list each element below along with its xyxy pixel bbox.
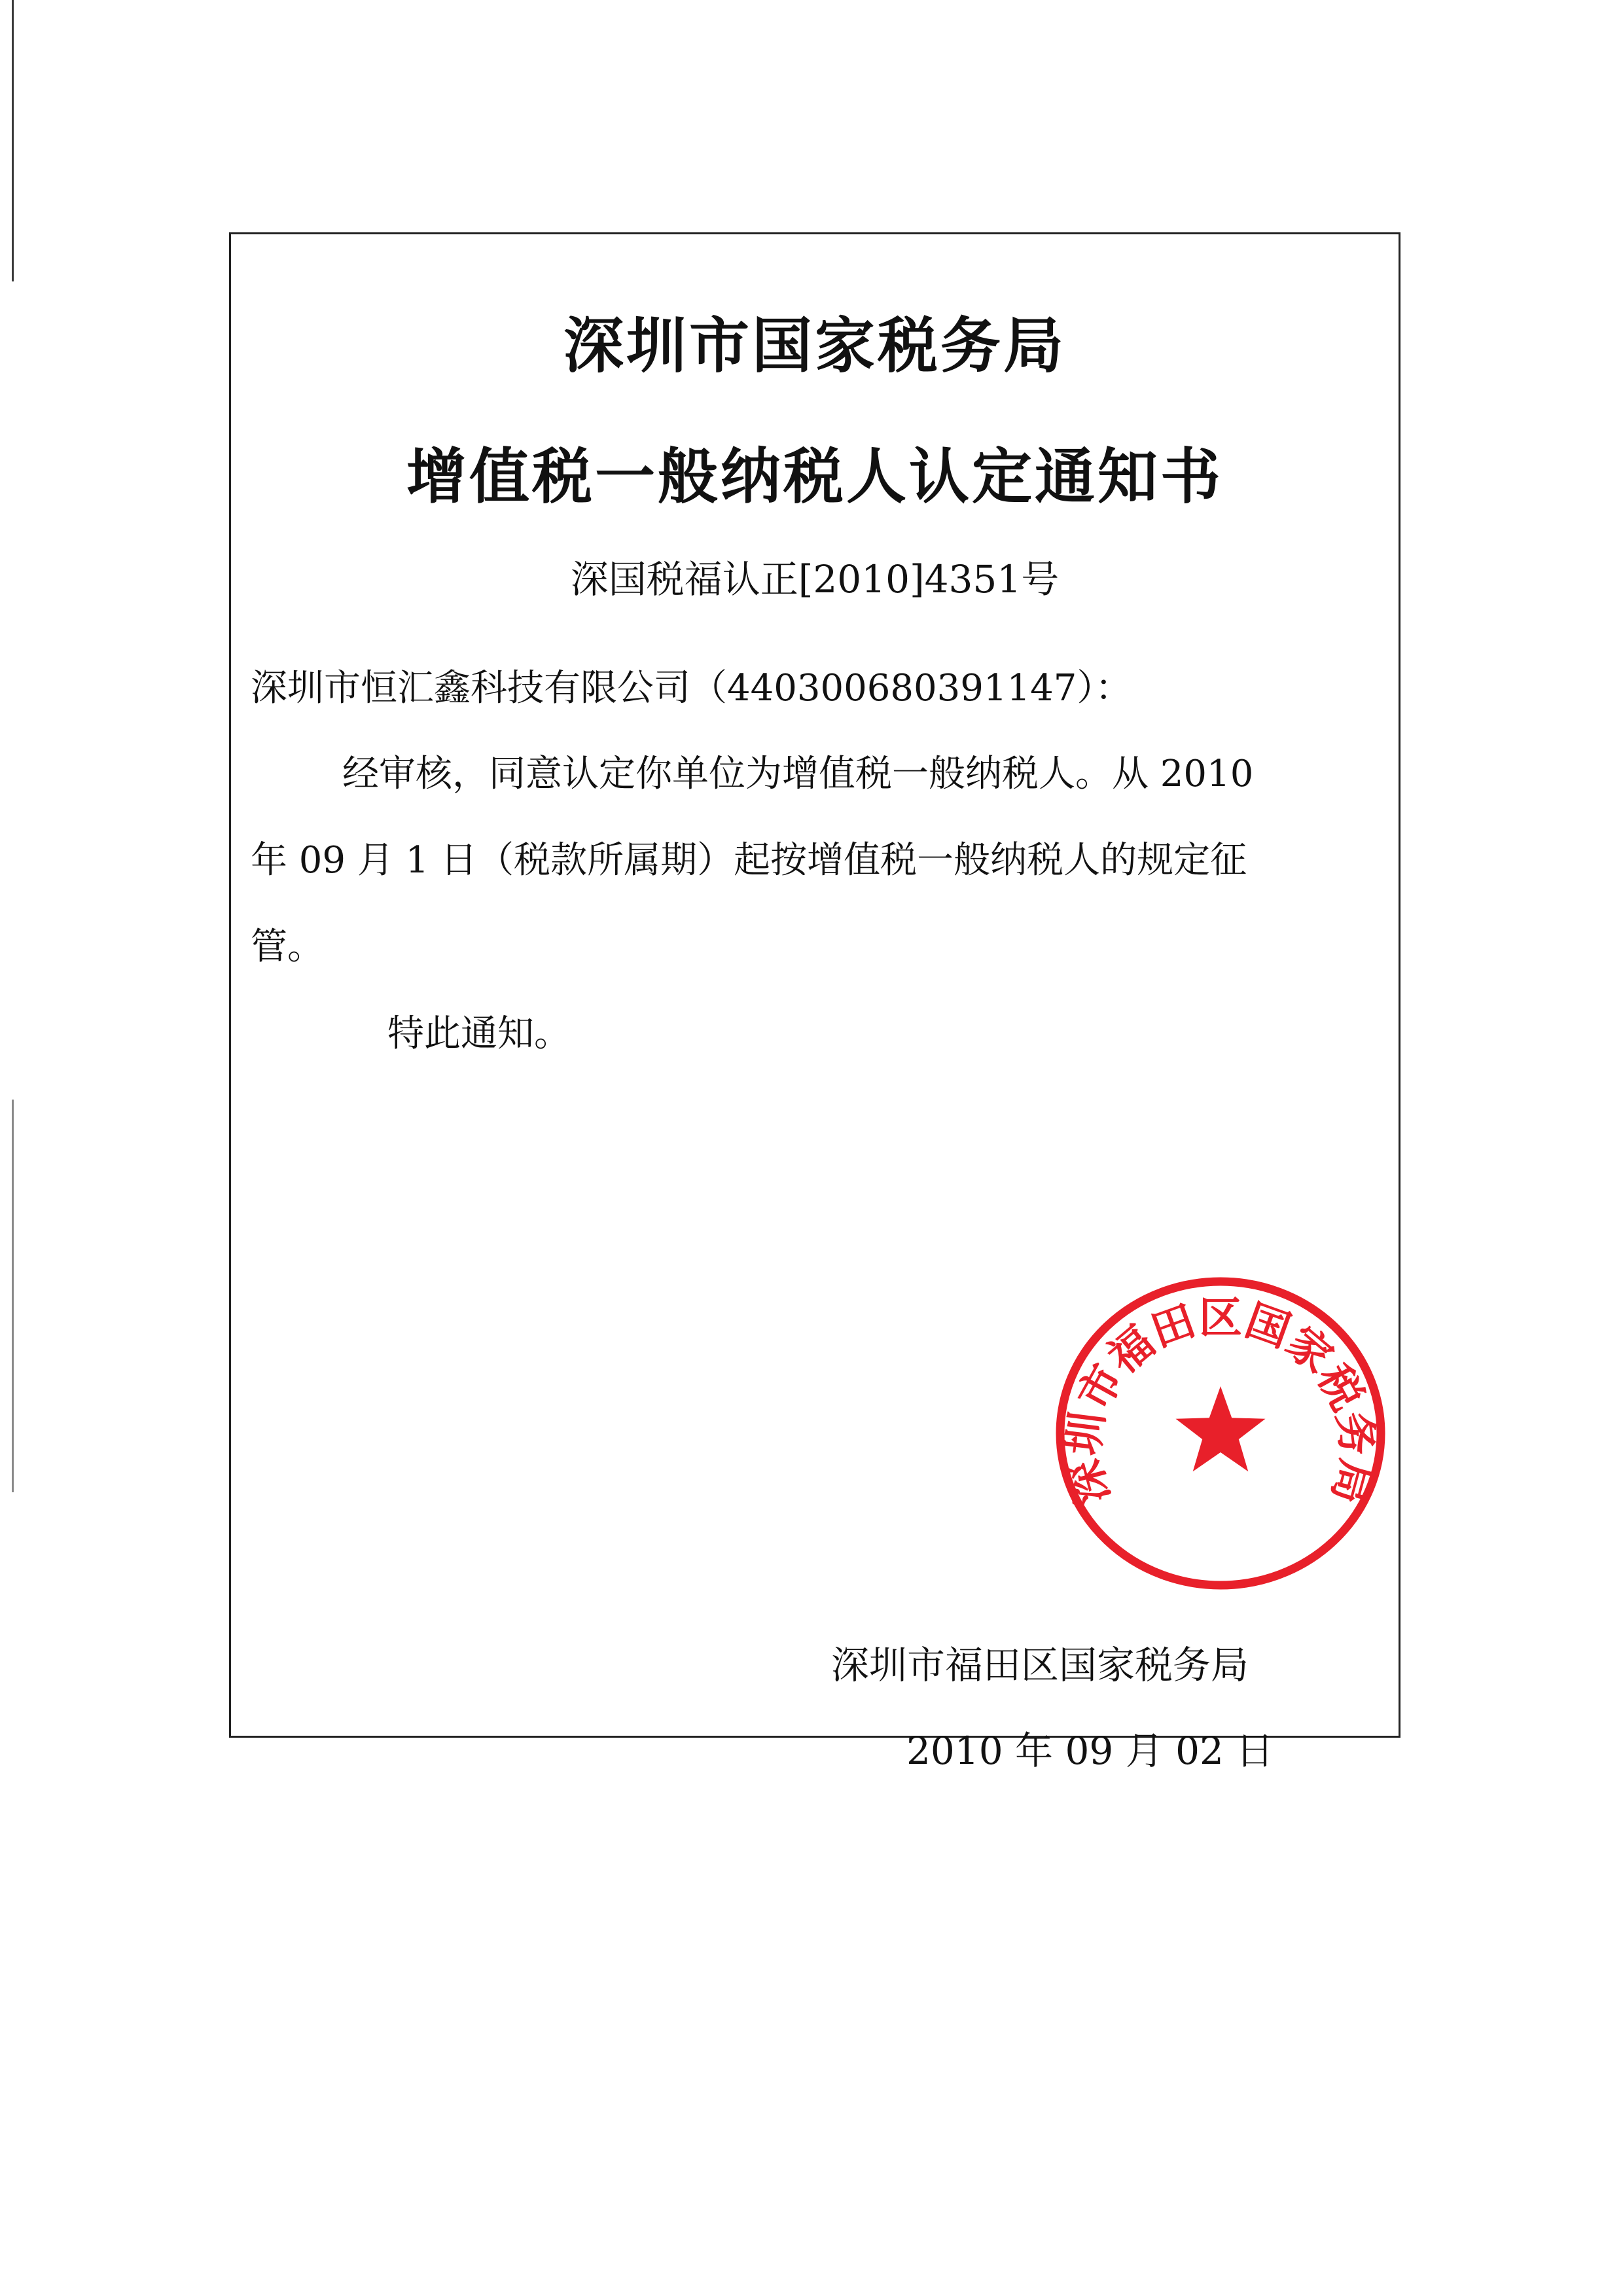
- issue-date: 2010 年 09 月 02 日: [906, 1729, 1274, 1773]
- seal-star-icon: [1176, 1386, 1266, 1471]
- scan-edge-mark: [12, 0, 14, 281]
- issuer-name: 深圳市福田区国家税务局: [831, 1643, 1249, 1687]
- document-number: 深国税福认正[2010]4351号: [570, 557, 1060, 601]
- document-subtitle: 增值税一般纳税人认定通知书: [406, 441, 1223, 512]
- seal-text: 深圳市福田区国家税务局: [1057, 1291, 1384, 1510]
- addressee-line: 深圳市恒汇鑫科技有限公司（440300680391147）：: [251, 667, 1132, 709]
- official-seal: [1050, 1270, 1391, 1597]
- body-line-1: 经审核，同意认定你单位为增值税一般纳税人。从 2010: [342, 753, 1254, 795]
- body-line-3: 管。: [251, 925, 324, 968]
- body-line-2: 年 09 月 1 日（税款所属期）起按增值税一般纳税人的规定征: [251, 839, 1247, 882]
- closing-line: 特此通知。: [387, 1013, 571, 1055]
- document-title: 深圳市国家税务局: [563, 310, 1066, 381]
- scan-edge-mark: [12, 1100, 14, 1492]
